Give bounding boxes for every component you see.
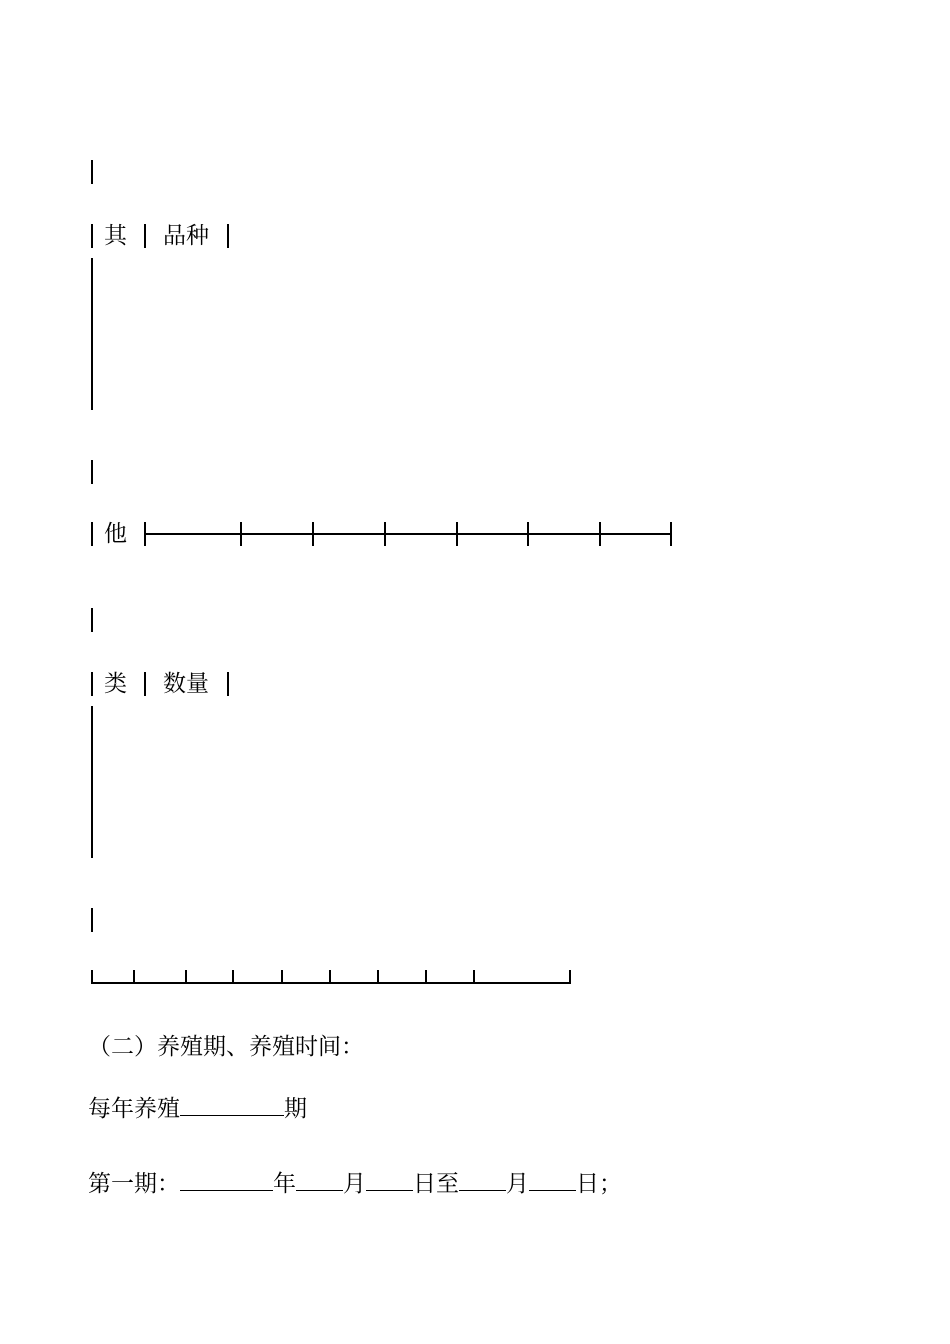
table-cell-divider: [144, 672, 146, 696]
table-border-left: [91, 706, 93, 858]
table-border-left: [91, 522, 93, 546]
table-border-left: [91, 672, 93, 696]
table-cell-divider: [227, 224, 229, 248]
table-cell-divider: [144, 224, 146, 248]
table-border-left: [91, 608, 93, 632]
table-border-left: [91, 258, 93, 410]
day-end-text: 日；: [576, 1171, 622, 1197]
table-border-left: [91, 908, 93, 932]
quantity-field-label: 数量: [163, 671, 209, 697]
species-field-label: 品种: [163, 223, 209, 249]
category-label-char: 类: [104, 671, 127, 697]
day-to-text: 日至: [413, 1171, 459, 1197]
periods-per-year-line: [88, 1093, 307, 1123]
month-unit: 月: [506, 1171, 529, 1197]
section-heading: （二）养殖期、养殖时间：: [88, 1034, 364, 1060]
table-border-left: [91, 460, 93, 484]
periods-count-blank[interactable]: [180, 1093, 284, 1116]
month-unit: 月: [343, 1171, 366, 1197]
first-period-line: [88, 1168, 622, 1198]
periods-prefix: 每年养殖: [88, 1096, 180, 1122]
end-day-blank[interactable]: [529, 1168, 576, 1191]
first-period-label: 第一期：: [88, 1171, 180, 1197]
year-blank[interactable]: [180, 1168, 273, 1191]
year-unit: 年: [273, 1171, 296, 1197]
table-border-left: [91, 160, 93, 184]
category-label-char: 他: [104, 521, 127, 547]
end-month-blank[interactable]: [459, 1168, 506, 1191]
table-border-left: [91, 224, 93, 248]
periods-suffix: 期: [284, 1096, 307, 1122]
category-label-char: 其: [104, 223, 127, 249]
start-month-blank[interactable]: [296, 1168, 343, 1191]
table-cell-divider: [227, 672, 229, 696]
start-day-blank[interactable]: [366, 1168, 413, 1191]
